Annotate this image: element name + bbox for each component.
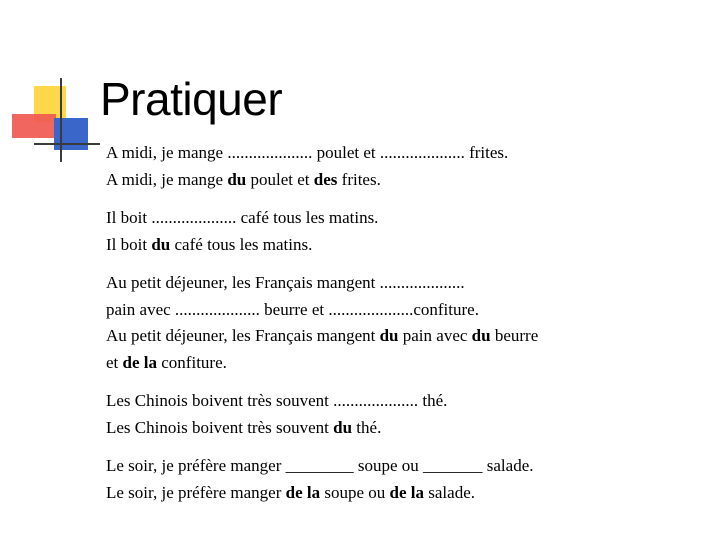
exercise-3-answer-line-1 <box>106 323 706 350</box>
exercise-5 <box>106 453 706 506</box>
exercise-4-answer <box>106 415 706 442</box>
answer-article: des <box>313 169 338 189</box>
answer-text: frites. <box>337 169 381 189</box>
answer-article: du <box>333 417 353 437</box>
answer-article: de la <box>122 352 158 372</box>
answer-text: A midi, je mange <box>106 169 228 189</box>
logo-red-square <box>12 114 56 138</box>
exercise-1 <box>106 140 706 193</box>
answer-text: Il boit <box>106 234 152 254</box>
answer-text: Le soir, je préfère manger <box>106 482 286 502</box>
exercise-3-answer-line-2 <box>106 350 706 377</box>
exercise-1-question: A midi, je mange .................... poulet et .................... frites. <box>106 143 509 162</box>
exercise-4-question: Les Chinois boivent très souvent .................... thé. <box>106 391 448 410</box>
exercise-4 <box>106 388 706 441</box>
slide-title: Pratiquer <box>100 73 283 125</box>
answer-article: du <box>379 326 399 345</box>
answer-text: et <box>106 352 123 372</box>
answer-article: de la <box>285 482 321 502</box>
answer-text: salade. <box>424 482 475 502</box>
answer-text: pain avec <box>398 326 472 345</box>
answer-text: Les Chinois boivent très souvent <box>106 417 334 437</box>
logo-vertical-line <box>60 78 62 162</box>
exercise-3 <box>106 270 706 376</box>
answer-text: beurre <box>490 326 539 345</box>
exercise-5-question: Le soir, je préfère manger ________ soupe ou _______ salade. <box>106 456 534 475</box>
exercise-3-question-line-2: pain avec .................... beurre et ....................confiture. <box>106 299 479 319</box>
answer-article: du <box>151 234 171 254</box>
answer-text: poulet et <box>246 169 314 189</box>
exercise-1-answer <box>106 167 706 194</box>
logo-horizontal-line <box>34 143 100 145</box>
answer-text: Au petit déjeuner, les Français mangent <box>106 326 380 345</box>
answer-text: café tous les matins. <box>170 234 313 254</box>
answer-article: du <box>471 326 491 345</box>
answer-text: soupe ou <box>320 482 390 502</box>
exercise-5-answer <box>106 480 706 507</box>
exercise-2-question: Il boit .................... café tous les matins. <box>106 208 379 227</box>
answer-article: de la <box>389 482 425 502</box>
slide-logo <box>0 0 100 170</box>
exercise-2-answer <box>106 232 706 259</box>
answer-text: thé. <box>352 417 382 437</box>
answer-text: confiture. <box>157 352 227 372</box>
exercise-2 <box>106 205 706 258</box>
exercise-list <box>106 140 706 518</box>
answer-article: du <box>227 169 247 189</box>
exercise-3-question-line-1: Au petit déjeuner, les Français mangent .................... <box>106 273 465 292</box>
